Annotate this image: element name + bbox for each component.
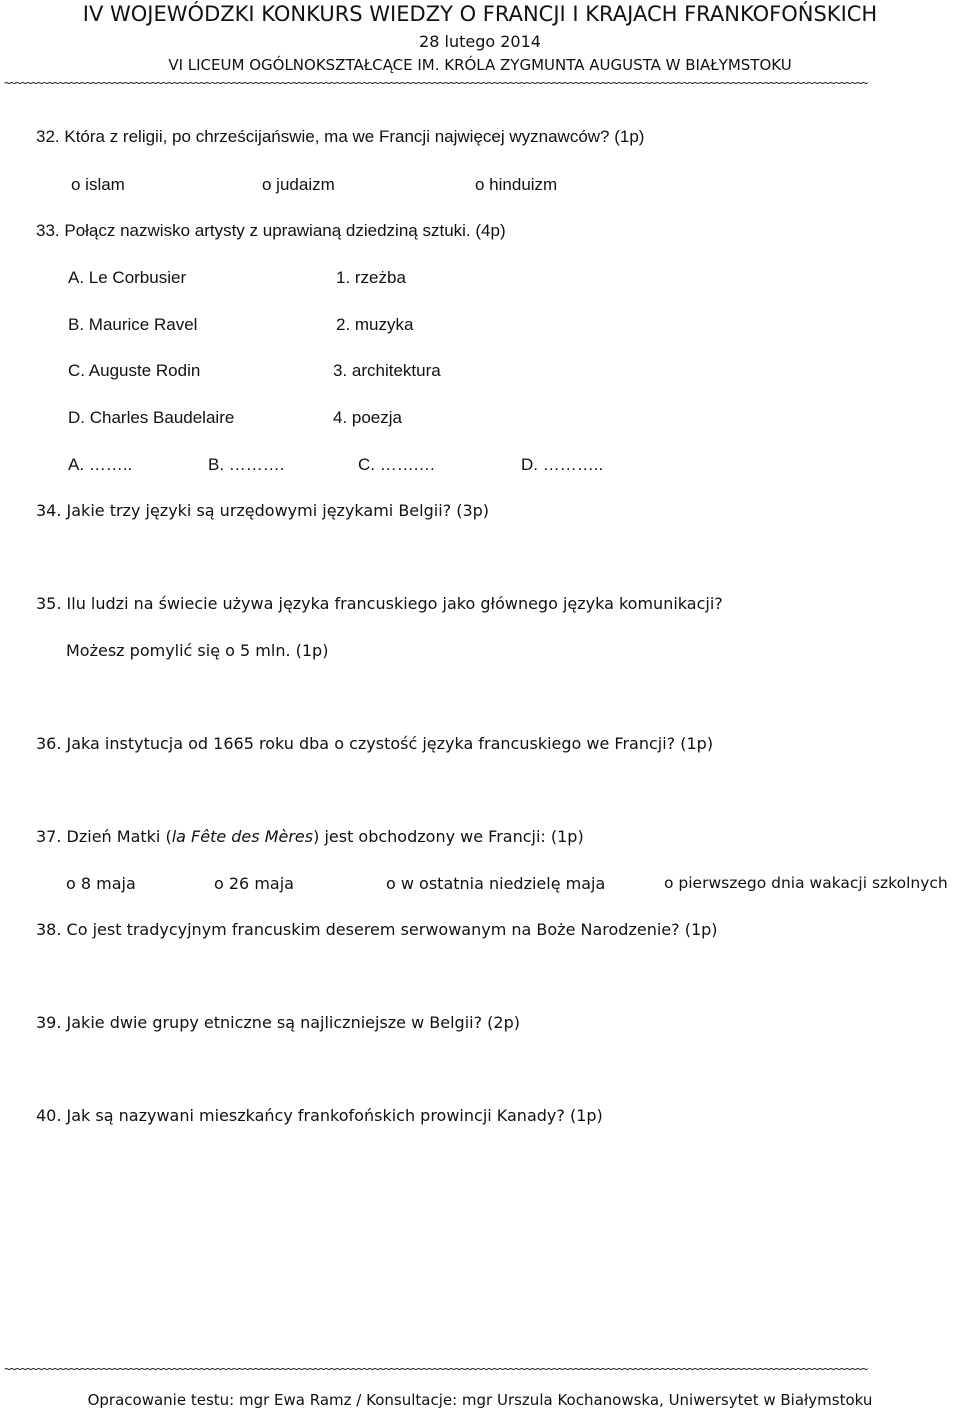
field-4: 4. poezja: [333, 408, 402, 427]
q37-option-school-holidays[interactable]: o pierwszego dnia wakacji szkolnych: [664, 874, 948, 892]
artist-b: B. Maurice Ravel: [68, 315, 198, 334]
artist-a: A. Le Corbusier: [68, 268, 187, 287]
footer-credits: Opracowanie testu: mgr Ewa Ramz / Konsultacje: mgr Urszula Kochanowska, Uniwersytet w Białymstoku: [87, 1391, 873, 1409]
question-34: 34. Jakie trzy języki są urzędowymi językami Belgii? (3p): [36, 501, 490, 520]
school-name: VI LICEUM OGÓLNOKSZTAŁCĄCE IM. KRÓLA ZYGMUNTA AUGUSTA W BIAŁYMSTOKU: [168, 56, 792, 74]
q32-option-judaizm[interactable]: o judaizm: [262, 175, 335, 194]
answer-c-blank[interactable]: C. …….…: [358, 455, 436, 474]
field-2: 2. muzyka: [336, 315, 414, 334]
field-3: 3. architektura: [333, 361, 441, 380]
q32-option-islam[interactable]: o islam: [71, 175, 125, 194]
q37-italic-title: la Fête des Mères: [171, 827, 314, 846]
q37-option-8-maja[interactable]: o 8 maja: [66, 874, 136, 893]
artist-c: C. Auguste Rodin: [68, 361, 201, 380]
question-33: 33. Połącz nazwisko artysty z uprawianą dziedziną sztuki. (4p): [36, 221, 506, 240]
q37-option-26-maja[interactable]: o 26 maja: [214, 874, 294, 893]
question-38: 38. Co jest tradycyjnym francuskim deserem serwowanym na Boże Narodzenie? (1p): [36, 920, 718, 939]
question-32: 32. Która z religii, po chrześcijańswie, ma we Francji najwięcej wyznawców? (1p): [36, 127, 645, 146]
artist-d: D. Charles Baudelaire: [68, 408, 235, 427]
question-36: 36. Jaka instytucja od 1665 roku dba o czystość języka francuskiego we Francji? (1p): [36, 734, 714, 753]
question-39: 39. Jakie dwie grupy etniczne są najliczniejsze w Belgii? (2p): [36, 1013, 520, 1032]
contest-title: IV WOJEWÓDZKI KONKURS WIEDZY O FRANCJI I KRAJACH FRANKOFOŃSKICH: [82, 2, 878, 26]
answer-b-blank[interactable]: B. ……….: [208, 455, 285, 474]
question-35: 35. Ilu ludzi na świecie używa języka francuskiego jako głównego języka komunikacji?: [36, 594, 723, 613]
q37-suffix: ) jest obchodzony we Francji: (1p): [313, 827, 584, 846]
question-40: 40. Jak są nazywani mieszkańcy frankofońskich prowincji Kanady? (1p): [36, 1106, 603, 1125]
answer-d-blank[interactable]: D. ………..: [521, 455, 604, 474]
field-1: 1. rzeżba: [336, 268, 406, 287]
header-separator: ~~~~~~~~~~~~~~~~~~~~~~~~~~~~~~~~~~~~~~~~~~~~~~~~~~~~~~~~~~~~~~~~~~~~~~~~~~~~~~~~~~~~~~~~~~~~~~~~~~~~~~~~~~~~~~~~~~~~~~~~~~~~~~~~~~~~~~~~~~~~~~~~~~~~~~~~~~~~~~~: [4, 76, 867, 90]
q37-option-last-sunday[interactable]: o w ostatnia niedzielę maja: [386, 874, 606, 893]
q32-option-hinduizm[interactable]: o hinduizm: [475, 175, 558, 194]
question-37: [36, 827, 584, 846]
q37-prefix: 37. Dzień Matki (: [36, 827, 172, 846]
q35-hint: Możesz pomylić się o 5 mln. (1p): [66, 641, 329, 660]
footer-separator: ~~~~~~~~~~~~~~~~~~~~~~~~~~~~~~~~~~~~~~~~~~~~~~~~~~~~~~~~~~~~~~~~~~~~~~~~~~~~~~~~~~~~~~~~~~~~~~~~~~~~~~~~~~~~~~~~~~~~~~~~~~~~~~~~~~~~~~~~~~~~~~~~~~~~~~~~~~~~~~~: [4, 1362, 867, 1376]
answer-a-blank[interactable]: A. ……..: [68, 455, 133, 474]
contest-date: 28 lutego 2014: [419, 32, 541, 51]
